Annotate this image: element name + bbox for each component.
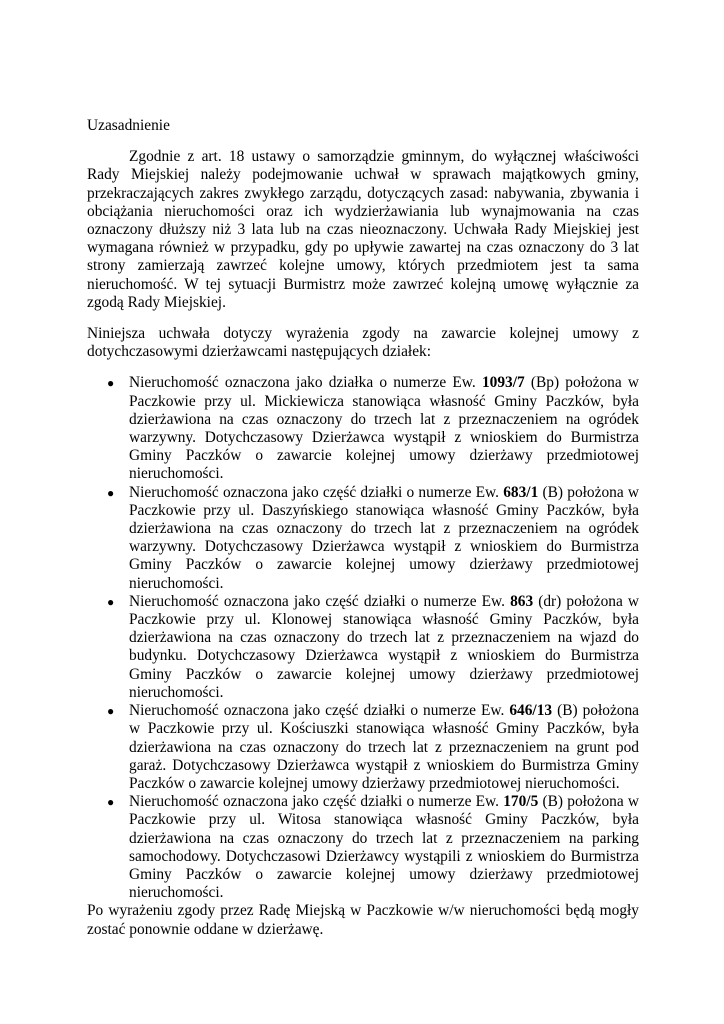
property-item-text: (Bp) położona w Paczkowie przy ul. Mickiewicza stanowiąca własność Gminy Paczków, była dzierżawiona na czas oznaczony do trzech lat z przeznaczeniem na ogródek warzywny. Dotychczasowy Dzierżawca wystąpił z wnioskiem do Burmistrza Gminy Paczków o zawarcie kolejnej umowy dzierżawy przedmiotowej nieruchomości.	[129, 374, 639, 483]
property-item-text: Nieruchomość oznaczona jako część działki o numerze Ew.	[129, 793, 504, 811]
parcel-number: 170/5	[503, 793, 539, 811]
bullet-icon: ●	[107, 795, 115, 810]
property-item-2	[107, 483, 639, 593]
property-list	[87, 374, 639, 902]
bullet-icon: ●	[107, 485, 115, 500]
closing-paragraph: Po wyrażeniu zgody przez Radę Miejską w Paczkowie w/w nieruchomości będą mogły zostać ponownie oddane w dzierżawę.	[87, 902, 639, 938]
justification-paragraph: Zgodnie z art. 18 ustawy o samorządzie gminnym, do wyłącznej właściwości Rady Miejskiej należy podejmowanie uchwał w sprawach majątkowych gminy, przekraczających zakres zwykłego zarządu, dotyczących zasad: nabywania, zbywania i obciążania nieruchomości oraz ich wydzierżawiania lub wynajmowania na czas oznaczony dłuższy niż 3 lata lub na czas nieoznaczony. Uchwała Rady Miejskiej jest wymagana również w przypadku, gdy po upływie zawartej na czas oznaczony do 3 lat strony zamierzają zawrzeć kolejne umowy, których przedmiotem jest ta sama nieruchomość. W tej sytuacji Burmistrz może zawrzeć kolejną umowę wyłącznie za zgodą Rady Miejskiej.	[87, 148, 639, 311]
parcel-number: 646/13	[509, 702, 553, 720]
property-item-text: Nieruchomość oznaczona jako działka o numerze Ew.	[129, 374, 482, 392]
property-item-text: (dr) położona w Paczkowie przy ul. Klonowej stanowiąca własność Gminy Paczków, była dzierżawiona na czas oznaczony do trzech lat z przeznaczeniem na wjazd do budynku. Dotychczasowy Dzierżawca wystąpił z wnioskiem do Burmistrza Gminy Paczków o zawarcie kolejnej umowy dzierżawy przedmiotowej nieruchomości.	[129, 592, 639, 701]
document-page	[87, 117, 639, 939]
parcel-number: 1093/7	[481, 374, 525, 392]
property-item-text: (B) położona w Paczkowie przy ul. Witosa stanowiąca własność Gminy Paczków, była dzierżawiona na czas oznaczony do trzech lat z przeznaczeniem na parking samochodowy. Dotychczasowi Dzierżawcy wystąpili z wnioskiem do Burmistrza Gminy Paczków o zawarcie kolejnej umowy dzierżawy przedmiotowej nieruchomości.	[129, 793, 639, 902]
property-item-text: (B) położona w Paczkowie przy ul. Daszyńskiego stanowiąca własność Gminy Paczków, była dzierżawiona na czas oznaczony do trzech lat z przeznaczeniem na ogródek warzywny. Dotychczasowy Dzierżawca wystąpił z wnioskiem do Burmistrza Gminy Paczków o zawarcie kolejnej umowy dzierżawy przedmiotowej nieruchomości.	[129, 483, 639, 592]
document-heading: Uzasadnienie	[87, 117, 170, 134]
bullet-icon: ●	[107, 704, 115, 719]
property-item-5	[107, 793, 639, 902]
parcel-number: 683/1	[503, 483, 539, 501]
property-item-4	[107, 702, 639, 793]
intro-paragraph: Niniejsza uchwała dotyczy wyrażenia zgody na zawarcie kolejnej umowy z dotychczasowymi dzierżawcami następujących działek:	[87, 325, 639, 361]
property-item-1	[107, 374, 639, 483]
property-item-text: Nieruchomość oznaczona jako część działki o numerze Ew.	[129, 702, 510, 720]
bullet-icon: ●	[107, 376, 115, 391]
bullet-icon: ●	[107, 594, 115, 609]
property-item-3	[107, 592, 639, 702]
property-item-text: (B) położona w Paczkowie przy ul. Kościuszki stanowiąca własność Gminy Paczków, była dzierżawiona na czas oznaczony do trzech lat z przeznaczeniem na grunt pod garaż. Dotychczasowy Dzierżawca wystąpił z wnioskiem do Burmistrza Gminy Paczków o zawarcie kolejnej umowy dzierżawy przedmiotowej nieruchomości.	[129, 702, 639, 792]
property-item-text: Nieruchomość oznaczona jako część działki o numerze Ew.	[129, 483, 504, 501]
parcel-number: 863	[510, 592, 534, 610]
property-item-text: Nieruchomość oznaczona jako część działki o numerze Ew.	[129, 592, 511, 610]
